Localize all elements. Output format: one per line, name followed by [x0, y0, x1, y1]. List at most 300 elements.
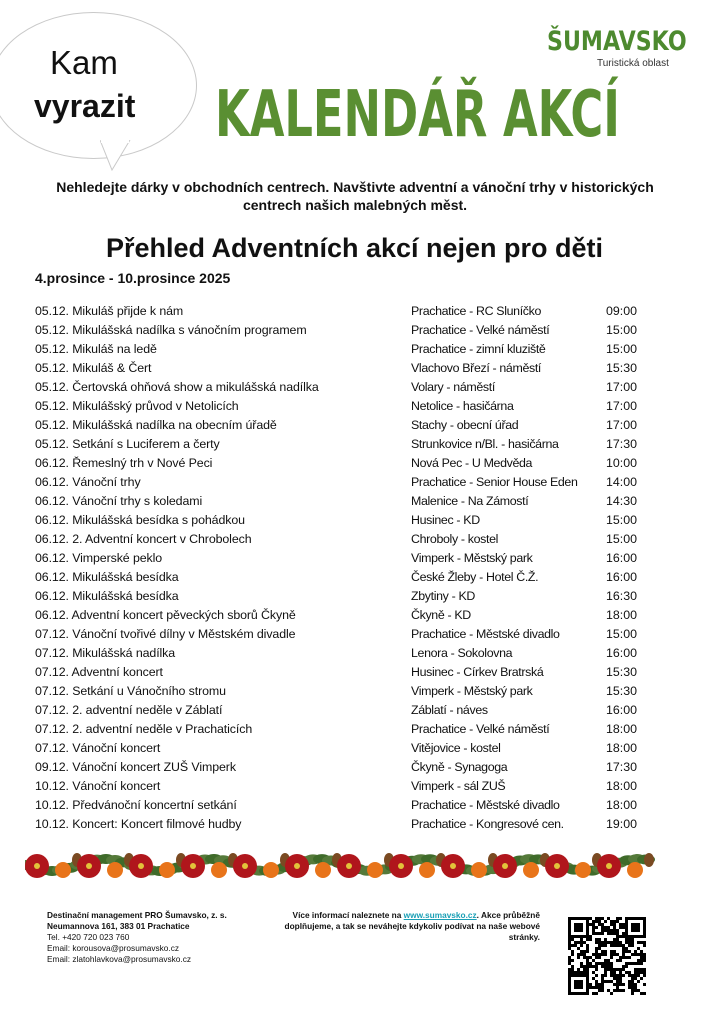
event-place: Prachatice - RC Sluníčko — [411, 304, 542, 318]
qr-module — [616, 959, 619, 962]
qr-module — [610, 956, 613, 959]
qr-module — [595, 932, 598, 935]
qr-module — [607, 926, 610, 929]
qr-module — [622, 968, 625, 971]
qr-module — [604, 974, 607, 977]
qr-module — [592, 959, 595, 962]
event-title: 07.12. Mikulášská nadílka — [35, 646, 176, 660]
qr-module — [595, 983, 598, 986]
qr-module — [580, 950, 583, 953]
qr-module — [607, 941, 610, 944]
event-place: České Žleby - Hotel Č.Ž. — [411, 570, 539, 584]
qr-module — [601, 929, 604, 932]
qr-module — [577, 926, 580, 929]
qr-module — [601, 989, 604, 992]
qr-module — [637, 953, 640, 956]
qr-module — [619, 935, 622, 938]
qr-module — [589, 935, 592, 938]
qr-module — [571, 968, 574, 971]
qr-module — [604, 971, 607, 974]
poinsettia-center — [554, 863, 560, 869]
qr-module — [607, 968, 610, 971]
qr-module — [589, 956, 592, 959]
event-title: 06.12. Mikulášská besídka — [35, 589, 179, 603]
event-row — [35, 340, 665, 359]
qr-module — [616, 929, 619, 932]
poinsettia-center — [86, 863, 92, 869]
qr-module — [610, 974, 613, 977]
qr-module — [634, 983, 637, 986]
qr-module — [643, 935, 646, 938]
qr-module — [616, 953, 619, 956]
qr-module — [568, 956, 571, 959]
qr-module — [625, 929, 628, 932]
qr-module — [604, 953, 607, 956]
event-title: 07.12. Vánoční koncert — [35, 741, 161, 755]
qr-module — [571, 953, 574, 956]
qr-module — [586, 929, 589, 932]
qr-module — [625, 956, 628, 959]
qr-module — [613, 932, 616, 935]
qr-module — [628, 917, 631, 920]
qr-module — [598, 941, 601, 944]
qr-module — [583, 917, 586, 920]
event-title: 05.12. Mikulášský průvod v Netolicích — [35, 399, 239, 413]
qr-module — [577, 992, 580, 995]
qr-module — [577, 971, 580, 974]
qr-module — [637, 974, 640, 977]
qr-module — [613, 989, 616, 992]
qr-module — [631, 974, 634, 977]
qr-module — [580, 971, 583, 974]
event-place: Čkyně - Synagoga — [411, 760, 508, 774]
qr-module — [622, 923, 625, 926]
event-row — [35, 663, 665, 682]
qr-module — [604, 950, 607, 953]
qr-module — [622, 965, 625, 968]
footer-info-text: Více informací naleznete na — [292, 910, 404, 920]
qr-module — [580, 917, 583, 920]
qr-module — [568, 938, 571, 941]
orange-ornament — [367, 862, 383, 878]
event-title: 05.12. Mikulášská nadílka s vánočním programem — [35, 323, 307, 337]
event-row — [35, 435, 665, 454]
qr-module — [613, 953, 616, 956]
qr-module — [574, 974, 577, 977]
qr-module — [595, 986, 598, 989]
poinsettia-center — [398, 863, 404, 869]
qr-module — [568, 974, 571, 977]
qr-module — [637, 926, 640, 929]
event-time: 15:30 — [606, 361, 638, 375]
qr-module — [577, 929, 580, 932]
qr-module — [592, 977, 595, 980]
qr-module — [595, 953, 598, 956]
qr-module — [607, 980, 610, 983]
qr-module — [613, 929, 616, 932]
qr-module — [610, 992, 613, 995]
qr-module — [613, 923, 616, 926]
speech-bubble-tail — [100, 140, 140, 175]
qr-module — [601, 950, 604, 953]
qr-module — [574, 941, 577, 944]
qr-module — [613, 974, 616, 977]
qr-module — [631, 944, 634, 947]
qr-module — [568, 932, 571, 935]
event-row — [35, 378, 665, 397]
qr-module — [586, 980, 589, 983]
event-title: 06.12. 2. Adventní koncert v Chrobolech — [35, 532, 252, 546]
qr-module — [592, 929, 595, 932]
event-time: 09:00 — [606, 304, 638, 318]
qr-module — [586, 923, 589, 926]
qr-module — [625, 917, 628, 920]
qr-module — [625, 920, 628, 923]
qr-module — [637, 935, 640, 938]
qr-module — [604, 959, 607, 962]
event-place: Chroboly - kostel — [411, 532, 499, 546]
qr-module — [589, 938, 592, 941]
qr-module — [637, 989, 640, 992]
event-place: Stachy - obecní úřad — [411, 418, 519, 432]
qr-module — [622, 932, 625, 935]
event-row — [35, 701, 665, 720]
qr-module — [628, 971, 631, 974]
qr-module — [640, 992, 643, 995]
event-row — [35, 473, 665, 492]
qr-module — [595, 992, 598, 995]
qr-module — [592, 965, 595, 968]
qr-module — [568, 968, 571, 971]
qr-module — [634, 929, 637, 932]
qr-module — [619, 977, 622, 980]
qr-module — [631, 989, 634, 992]
qr-module — [598, 983, 601, 986]
orange-ornament — [55, 862, 71, 878]
qr-module — [637, 929, 640, 932]
qr-module — [598, 956, 601, 959]
footer-info-text-2: . Akce průběžně doplňujeme, a tak se neváhejte kdykoliv podívat na naše webové stránky. — [284, 910, 540, 942]
qr-module — [577, 980, 580, 983]
footer-email-1: Email: korousova@prosumavsko.cz — [47, 943, 180, 953]
qr-module — [580, 923, 583, 926]
orange-ornament — [159, 862, 175, 878]
qr-module — [640, 917, 643, 920]
qr-module — [577, 986, 580, 989]
qr-module — [616, 944, 619, 947]
qr-module — [610, 968, 613, 971]
qr-module — [586, 920, 589, 923]
qr-module — [610, 932, 613, 935]
qr-module — [595, 962, 598, 965]
qr-module — [583, 956, 586, 959]
qr-module — [604, 929, 607, 932]
qr-module — [568, 971, 571, 974]
qr-module — [643, 953, 646, 956]
qr-module — [601, 962, 604, 965]
qr-module — [640, 950, 643, 953]
event-place: Prachatice - Senior House Eden — [411, 475, 578, 489]
qr-module — [634, 950, 637, 953]
poinsettia-center — [346, 863, 352, 869]
event-time: 17:00 — [606, 380, 638, 394]
qr-module — [586, 962, 589, 965]
qr-module — [598, 944, 601, 947]
qr-module — [643, 983, 646, 986]
qr-module — [583, 992, 586, 995]
qr-module — [577, 923, 580, 926]
qr-module — [628, 962, 631, 965]
event-title: 05.12. Čertovská ohňová show a mikulášská nadílka — [35, 380, 319, 394]
qr-module — [604, 968, 607, 971]
qr-module — [637, 923, 640, 926]
qr-module — [622, 956, 625, 959]
qr-module — [601, 965, 604, 968]
qr-module — [616, 938, 619, 941]
event-place: Netolice - hasičárna — [411, 399, 514, 413]
qr-module — [643, 923, 646, 926]
event-time: 16:00 — [606, 551, 638, 565]
qr-module — [619, 944, 622, 947]
event-row — [35, 549, 665, 568]
bubble-text-line2: vyrazit — [34, 88, 136, 124]
qr-module — [607, 959, 610, 962]
qr-module — [610, 923, 613, 926]
qr-module — [631, 953, 634, 956]
event-time: 17:30 — [606, 437, 638, 451]
qr-module — [625, 938, 628, 941]
qr-module — [631, 917, 634, 920]
event-place: Vlachovo Březí - náměstí — [411, 361, 542, 375]
qr-module — [583, 941, 586, 944]
qr-module — [601, 926, 604, 929]
qr-module — [580, 962, 583, 965]
qr-module — [586, 917, 589, 920]
qr-module — [577, 917, 580, 920]
qr-module — [595, 980, 598, 983]
qr-module — [616, 977, 619, 980]
qr-module — [571, 935, 574, 938]
qr-module — [580, 986, 583, 989]
qr-module — [631, 926, 634, 929]
event-time: 16:00 — [606, 646, 638, 660]
qr-module — [595, 947, 598, 950]
qr-code-icon — [568, 917, 646, 995]
date-range: 4.prosince - 10.prosince 2025 — [35, 270, 231, 286]
orange-ornament — [315, 862, 331, 878]
qr-module — [625, 941, 628, 944]
qr-module — [604, 920, 607, 923]
qr-module — [580, 953, 583, 956]
qr-module — [568, 917, 571, 920]
qr-module — [586, 971, 589, 974]
qr-module — [601, 917, 604, 920]
event-time: 16:30 — [606, 589, 638, 603]
qr-module — [610, 929, 613, 932]
qr-module — [571, 950, 574, 953]
event-row — [35, 302, 665, 321]
qr-module — [601, 977, 604, 980]
event-row — [35, 777, 665, 796]
qr-module — [625, 926, 628, 929]
qr-module — [568, 947, 571, 950]
qr-module — [643, 974, 646, 977]
event-row — [35, 587, 665, 606]
qr-module — [637, 947, 640, 950]
qr-module — [598, 920, 601, 923]
event-place: Husinec - Církev Bratrská — [411, 665, 544, 679]
qr-module — [625, 950, 628, 953]
qr-module — [595, 968, 598, 971]
qr-module — [622, 974, 625, 977]
qr-module — [601, 932, 604, 935]
qr-module — [568, 959, 571, 962]
qr-module — [592, 923, 595, 926]
qr-module — [568, 929, 571, 932]
footer-tel: Tel. +420 720 023 760 — [47, 932, 130, 942]
event-place: Záblatí - náves — [411, 703, 488, 717]
qr-module — [640, 977, 643, 980]
qr-module — [595, 950, 598, 953]
qr-module — [592, 992, 595, 995]
qr-module — [613, 968, 616, 971]
event-time: 15:30 — [606, 665, 638, 679]
qr-module — [631, 938, 634, 941]
qr-module — [607, 965, 610, 968]
event-time: 15:00 — [606, 513, 638, 527]
qr-module — [631, 980, 634, 983]
qr-module — [631, 962, 634, 965]
qr-module — [577, 968, 580, 971]
event-row — [35, 321, 665, 340]
qr-module — [574, 929, 577, 932]
qr-module — [643, 971, 646, 974]
event-time: 16:00 — [606, 703, 638, 717]
event-title: 06.12. Řemeslný trh v Nové Peci — [35, 456, 213, 470]
qr-module — [613, 920, 616, 923]
footer-address: Neumannova 161, 383 01 Prachatice — [47, 921, 190, 931]
qr-module — [598, 947, 601, 950]
event-time: 17:00 — [606, 399, 638, 413]
qr-module — [619, 926, 622, 929]
qr-module — [601, 953, 604, 956]
event-title: 07.12. 2. adventní neděle v Záblatí — [35, 703, 223, 717]
qr-module — [574, 983, 577, 986]
qr-module — [634, 971, 637, 974]
event-row — [35, 758, 665, 777]
qr-module — [613, 944, 616, 947]
poinsettia-center — [242, 863, 248, 869]
poinsettia-center — [294, 863, 300, 869]
qr-module — [610, 962, 613, 965]
qr-module — [619, 959, 622, 962]
qr-module — [580, 974, 583, 977]
qr-module — [640, 956, 643, 959]
qr-module — [568, 980, 571, 983]
qr-module — [619, 941, 622, 944]
event-time: 17:30 — [606, 760, 638, 774]
qr-module — [631, 929, 634, 932]
qr-module — [631, 992, 634, 995]
qr-module — [574, 980, 577, 983]
footer-contact — [47, 910, 227, 965]
qr-module — [571, 917, 574, 920]
qr-module — [592, 971, 595, 974]
qr-module — [586, 974, 589, 977]
qr-module — [574, 926, 577, 929]
qr-module — [589, 965, 592, 968]
event-title: 07.12. Adventní koncert — [35, 665, 163, 679]
qr-module — [619, 923, 622, 926]
qr-module — [643, 944, 646, 947]
qr-module — [616, 983, 619, 986]
qr-module — [586, 926, 589, 929]
qr-module — [613, 941, 616, 944]
qr-module — [571, 965, 574, 968]
event-row — [35, 416, 665, 435]
qr-module — [634, 986, 637, 989]
event-place: Husinec - KD — [411, 513, 480, 527]
qr-module — [631, 977, 634, 980]
event-title: 06.12. Mikulášská besídka — [35, 570, 179, 584]
qr-module — [634, 926, 637, 929]
qr-module — [625, 965, 628, 968]
orange-ornament — [107, 862, 123, 878]
qr-module — [601, 923, 604, 926]
qr-module — [601, 980, 604, 983]
orange-ornament — [263, 862, 279, 878]
website-link[interactable]: www.sumavsko.cz — [403, 910, 477, 920]
qr-module — [640, 971, 643, 974]
qr-module — [631, 941, 634, 944]
qr-module — [571, 974, 574, 977]
qr-module — [637, 962, 640, 965]
orange-ornament — [627, 862, 643, 878]
qr-module — [643, 926, 646, 929]
christmas-garland-image — [25, 840, 655, 890]
event-time: 15:30 — [606, 684, 638, 698]
event-place: Zbytiny - KD — [411, 589, 475, 603]
event-place: Prachatice - zimní kluziště — [411, 342, 546, 356]
qr-module — [601, 941, 604, 944]
qr-module — [598, 953, 601, 956]
qr-module — [628, 986, 631, 989]
qr-module — [580, 935, 583, 938]
event-time: 17:00 — [606, 418, 638, 432]
event-time: 15:00 — [606, 323, 638, 337]
event-title: 09.12. Vánoční koncert ZUŠ Vimperk — [35, 760, 236, 774]
qr-module — [640, 959, 643, 962]
qr-module — [568, 977, 571, 980]
qr-module — [595, 920, 598, 923]
qr-module — [580, 992, 583, 995]
orange-ornament — [471, 862, 487, 878]
qr-module — [640, 935, 643, 938]
event-place: Vimperk - sál ZUŠ — [411, 779, 506, 793]
qr-module — [610, 950, 613, 953]
qr-module — [568, 962, 571, 965]
qr-module — [583, 971, 586, 974]
event-place: Prachatice - Velké náměstí — [411, 722, 550, 736]
event-place: Vimperk - Městský park — [411, 684, 533, 698]
qr-module — [634, 935, 637, 938]
event-place: Lenora - Sokolovna — [411, 646, 513, 660]
qr-module — [643, 968, 646, 971]
event-row — [35, 625, 665, 644]
qr-module — [622, 989, 625, 992]
qr-module — [586, 956, 589, 959]
qr-module — [628, 956, 631, 959]
